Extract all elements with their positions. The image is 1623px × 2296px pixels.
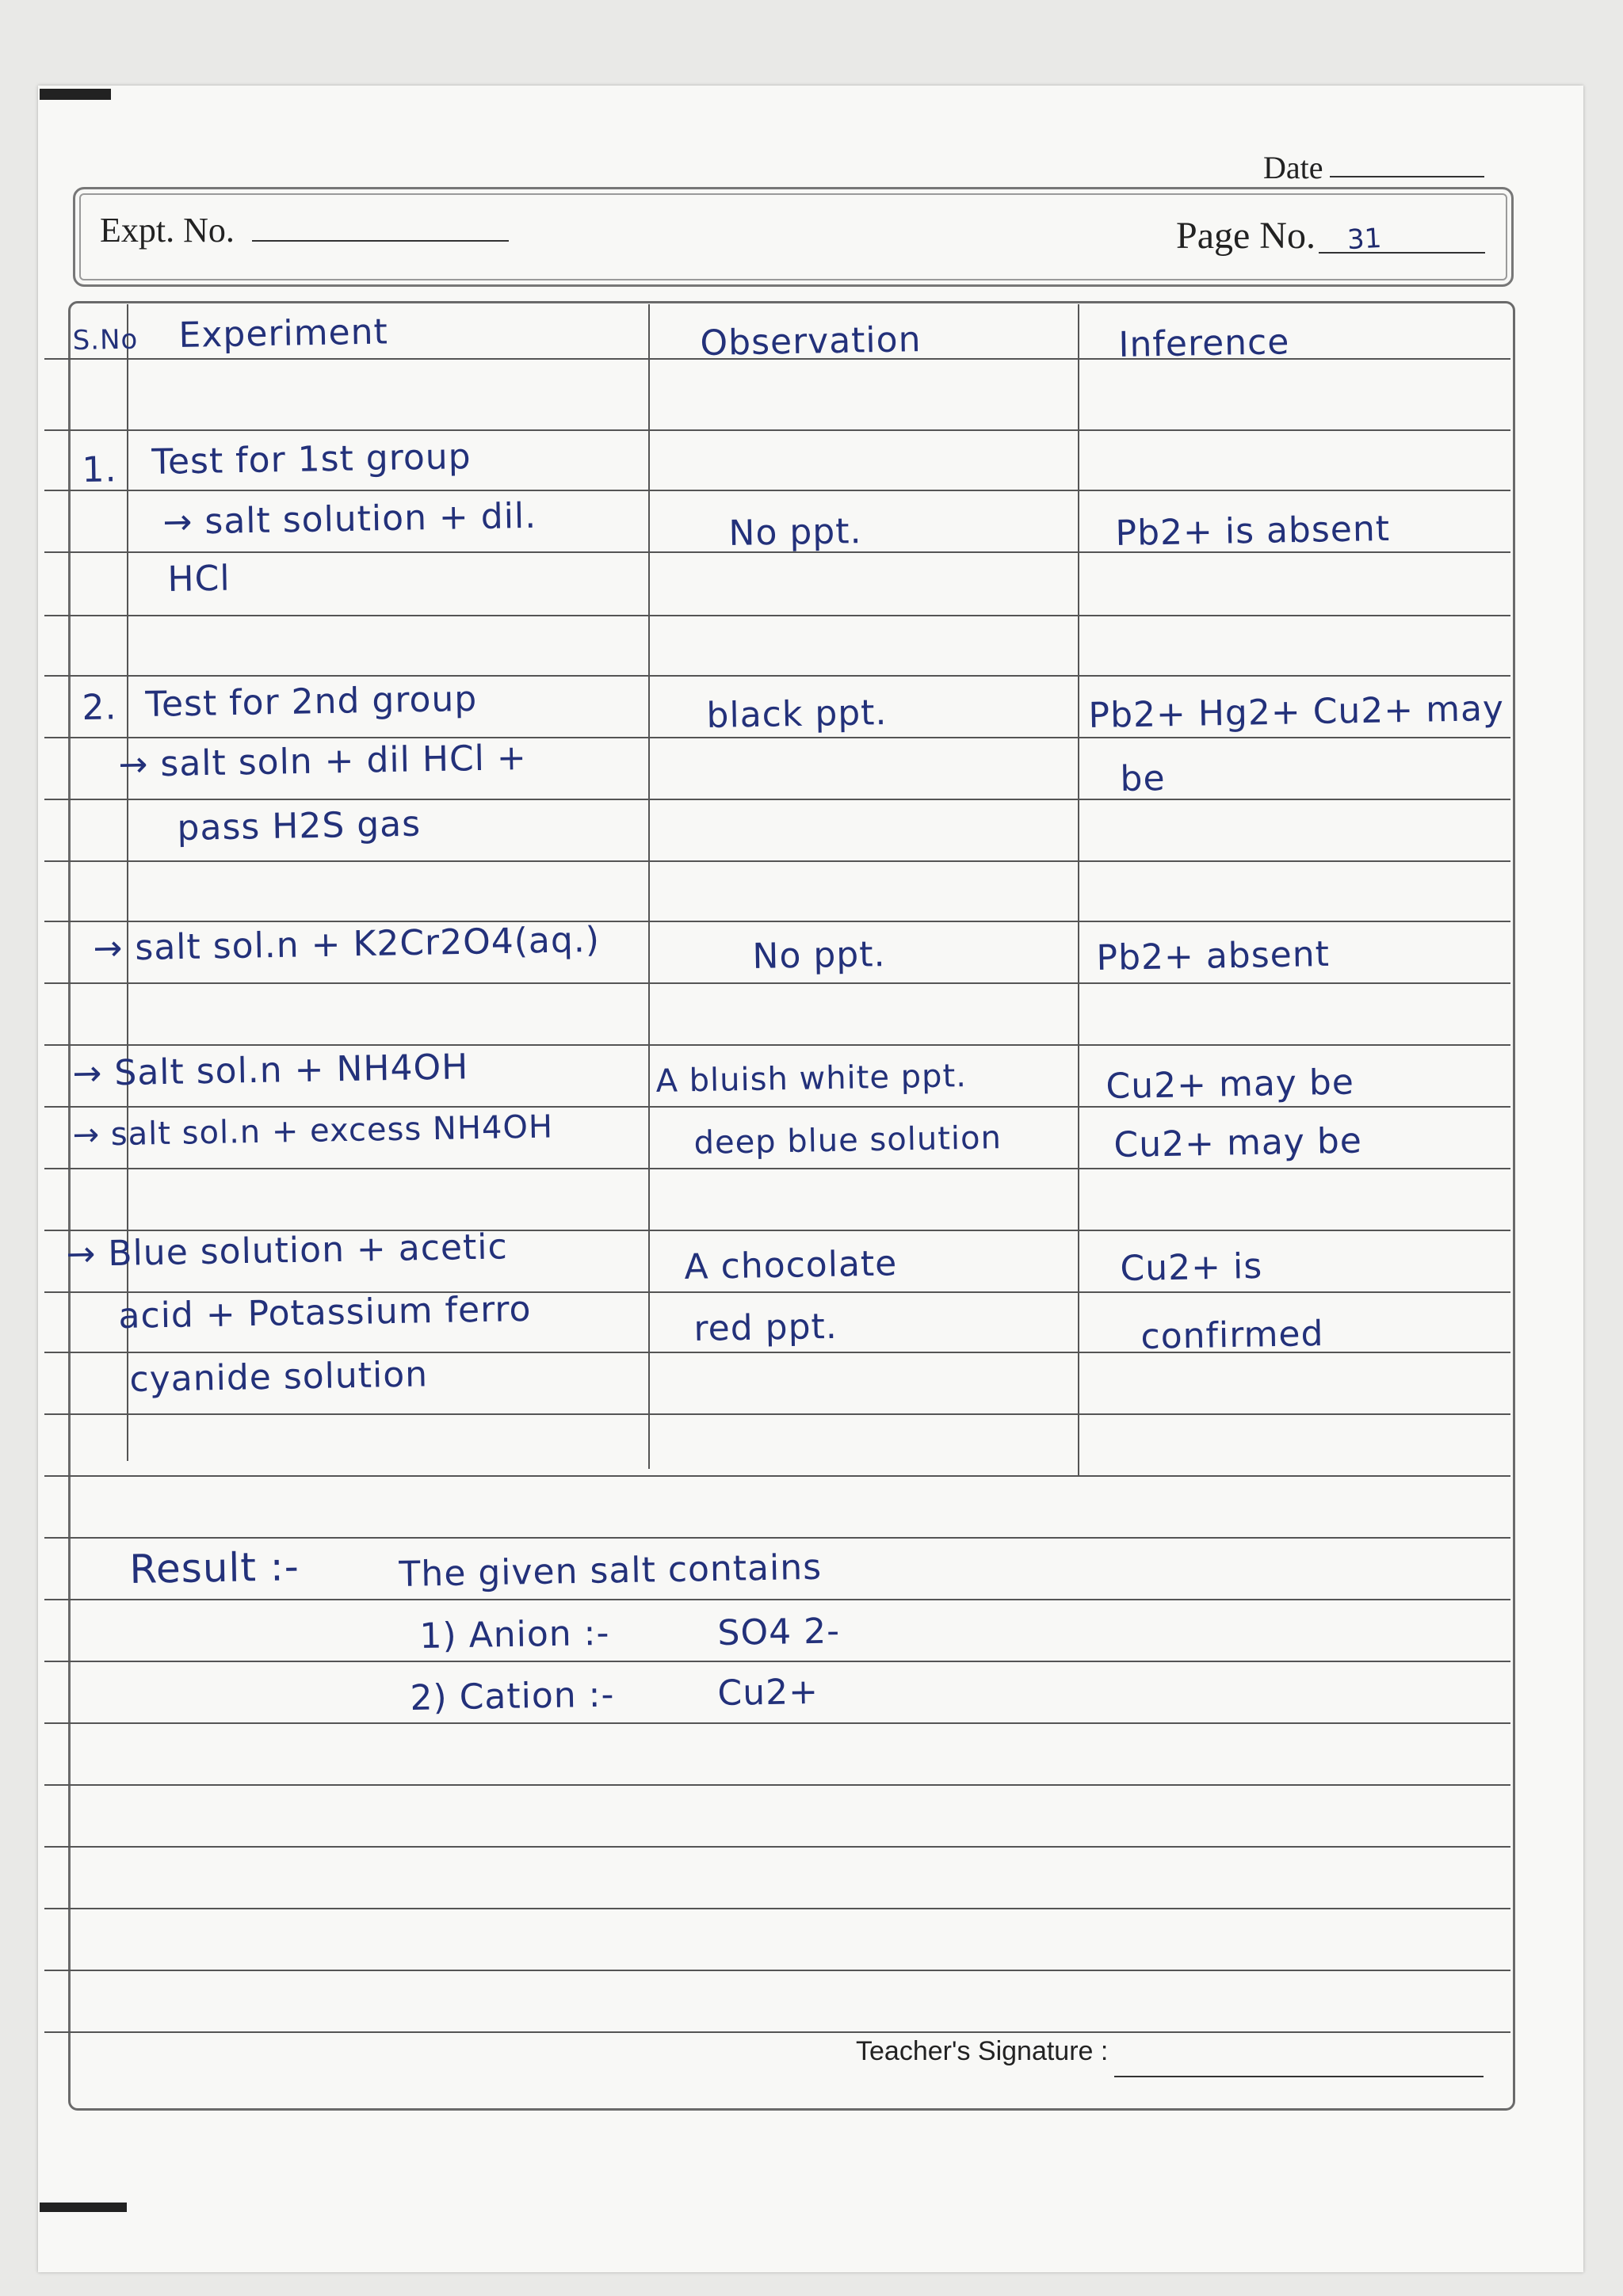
ruled-line bbox=[44, 737, 1510, 738]
ruled-line bbox=[44, 1722, 1510, 1724]
ruled-line bbox=[44, 1784, 1510, 1786]
row2-exp-line1: Test for 2nd group bbox=[145, 678, 478, 725]
ruled-line bbox=[44, 2031, 1510, 2033]
ruled-line bbox=[44, 615, 1510, 616]
header-observation: Observation bbox=[700, 319, 922, 364]
page-corner-mark bbox=[40, 89, 111, 100]
row6-exp-line1: → Blue solution + acetic bbox=[66, 1226, 509, 1275]
row5-inference: Cu2+ may be bbox=[1113, 1120, 1363, 1165]
page-corner-mark bbox=[40, 2203, 127, 2212]
ruled-line bbox=[44, 1291, 1510, 1293]
anion-value: SO4 2- bbox=[717, 1611, 841, 1653]
teacher-signature-line[interactable] bbox=[1114, 2076, 1484, 2077]
row2-inference-line2: be bbox=[1120, 758, 1166, 799]
date-line bbox=[1330, 176, 1484, 177]
row2-exp-line2: → salt soln + dil HCl + bbox=[118, 738, 528, 785]
row4-experiment: → Salt sol.n + NH4OH bbox=[72, 1047, 469, 1094]
ruled-line bbox=[44, 1846, 1510, 1848]
cation-value: Cu2+ bbox=[717, 1671, 819, 1714]
ruled-line bbox=[44, 1413, 1510, 1415]
anion-label: 1) Anion :- bbox=[419, 1612, 610, 1657]
column-divider bbox=[1078, 304, 1079, 1477]
table-border bbox=[68, 301, 1515, 2111]
row1-exp-line3: HCl bbox=[167, 558, 231, 600]
result-label: Result :- bbox=[128, 1543, 300, 1592]
row2-exp-line3: pass H2S gas bbox=[177, 803, 422, 849]
row2-inference-line1: Pb2+ Hg2+ Cu2+ may bbox=[1088, 688, 1505, 736]
page-no-label: Page No. bbox=[1176, 215, 1316, 257]
row1-exp-line2: → salt solution + dil. bbox=[162, 495, 537, 543]
page-no-line bbox=[1319, 252, 1485, 254]
ruled-line bbox=[44, 799, 1510, 800]
column-divider bbox=[127, 304, 128, 1461]
row3-observation: No ppt. bbox=[752, 934, 886, 977]
ruled-line bbox=[44, 1044, 1510, 1046]
row1-observation: No ppt. bbox=[728, 511, 862, 554]
ruled-line bbox=[44, 429, 1510, 431]
row4-inference: Cu2+ may be bbox=[1106, 1062, 1355, 1107]
ruled-line bbox=[44, 1106, 1510, 1108]
ruled-line bbox=[44, 675, 1510, 677]
row3-experiment: → salt sol.n + K2Cr2O4(aq.) bbox=[93, 919, 601, 969]
row6-inf-line2: confirmed bbox=[1140, 1313, 1324, 1357]
row2-observation: black ppt. bbox=[706, 692, 888, 736]
ruled-line bbox=[44, 1661, 1510, 1662]
row6-obs-line1: A chocolate bbox=[684, 1243, 898, 1287]
ruled-line bbox=[44, 1908, 1510, 1909]
row6-obs-line2: red ppt. bbox=[693, 1306, 838, 1349]
ruled-line bbox=[44, 1475, 1510, 1477]
row1-inference: Pb2+ is absent bbox=[1115, 508, 1391, 554]
ruled-line bbox=[44, 1970, 1510, 1971]
page-no-value: 31 bbox=[1346, 222, 1383, 257]
ruled-line bbox=[44, 982, 1510, 984]
row4-observation: A bluish white ppt. bbox=[655, 1058, 968, 1100]
row6-inf-line1: Cu2+ is bbox=[1120, 1245, 1263, 1289]
row3-inference: Pb2+ absent bbox=[1096, 933, 1331, 978]
row6-exp-line2: acid + Potassium ferro bbox=[118, 1288, 532, 1337]
row5-experiment: → salt sol.n + excess NH4OH bbox=[72, 1108, 554, 1154]
expt-no-line bbox=[252, 240, 509, 242]
date-label: Date bbox=[1263, 150, 1323, 185]
ruled-line bbox=[44, 1168, 1510, 1169]
header-sno: S.No bbox=[72, 323, 139, 357]
row5-observation: deep blue solution bbox=[693, 1119, 1002, 1161]
cation-label: 2) Cation :- bbox=[410, 1674, 615, 1718]
header-experiment: Experiment bbox=[178, 311, 389, 356]
ruled-line bbox=[44, 1599, 1510, 1600]
column-divider bbox=[648, 304, 650, 1469]
header-inference: Inference bbox=[1118, 322, 1290, 365]
ruled-line bbox=[44, 1537, 1510, 1539]
row1-exp-line1: Test for 1st group bbox=[151, 436, 472, 482]
ruled-line bbox=[44, 921, 1510, 922]
row1-sno: 1. bbox=[82, 449, 117, 490]
row6-exp-line3: cyanide solution bbox=[129, 1354, 429, 1400]
result-text: The given salt contains bbox=[399, 1547, 823, 1595]
ruled-line bbox=[44, 860, 1510, 862]
ruled-line bbox=[44, 490, 1510, 491]
row2-sno: 2. bbox=[82, 687, 117, 728]
teacher-signature-label: Teacher's Signature : bbox=[856, 2036, 1109, 2066]
expt-no-label: Expt. No. bbox=[100, 211, 235, 250]
